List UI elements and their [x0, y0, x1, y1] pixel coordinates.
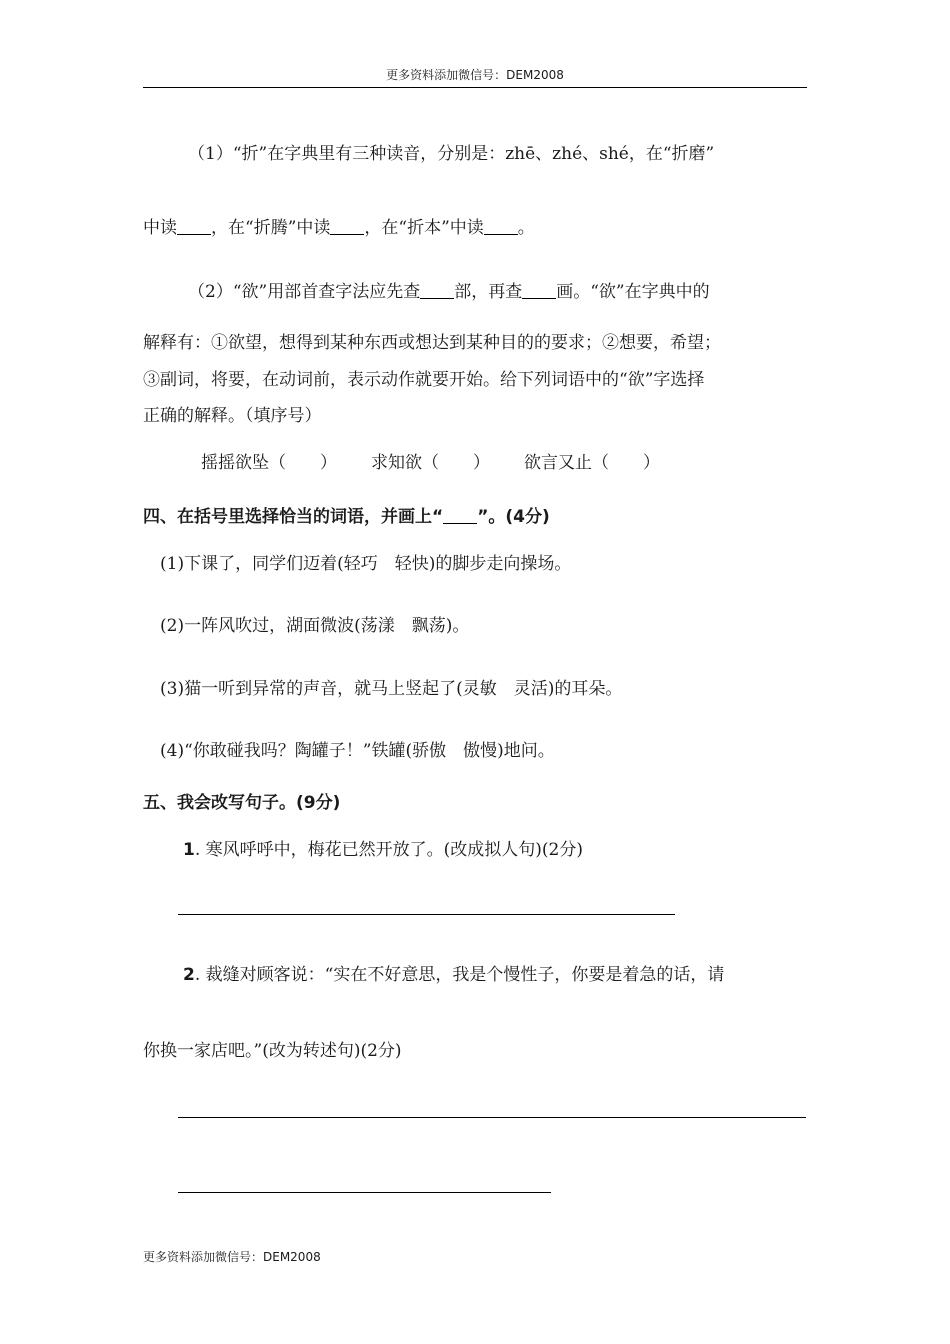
underline-mark: [443, 506, 477, 524]
q1-text-d: 。: [517, 218, 535, 238]
answer-line[interactable]: [178, 1192, 551, 1193]
q2-words: [201, 448, 660, 473]
section5-title: 五、我会改写句子。(9分): [143, 793, 341, 813]
blank-3: [484, 217, 518, 235]
q2-text-b: 部，再查: [454, 282, 523, 302]
q1-text-a: 中读: [143, 218, 177, 238]
q2-text-a: （2）“欲”用部首查字法应先查: [188, 282, 421, 302]
item1-number: 1: [183, 840, 195, 860]
answer-line[interactable]: [178, 1117, 806, 1118]
section5-item2-cont: 你换一家店吧。”(改为转述句)(2分): [143, 1041, 402, 1061]
answer-line[interactable]: [178, 914, 675, 915]
blank-4: [420, 281, 454, 299]
section5-item1: [183, 835, 583, 860]
q2-line4: 正确的解释。（填序号）: [143, 406, 322, 426]
q2-text-c: 画。“欲”在字典中的: [556, 282, 710, 302]
word-item: 摇摇欲坠（ ）: [201, 453, 337, 473]
word-item: 欲言又止（ ）: [524, 453, 660, 473]
section4-item: (3)猫一听到异常的声音，就马上竖起了(灵敏 灵活)的耳朵。: [160, 679, 623, 699]
section4-item: (1)下课了，同学们迈着(轻巧 轻快)的脚步走向操场。: [160, 554, 572, 574]
page-footer: 更多资料添加微信号：DEM2008: [143, 1250, 321, 1264]
q2-line1: [188, 277, 710, 302]
blank-2: [330, 217, 364, 235]
item1-text: . 寒风呼呼中，梅花已然开放了。(改成拟人句)(2分): [194, 840, 583, 860]
section5-item2: [183, 960, 724, 985]
q1-line1: （1）“折”在字典里有三种读音，分别是：zhē、zhé、shé，在“折磨”: [188, 144, 715, 164]
blank-5: [522, 281, 556, 299]
word-item: 求知欲（ ）: [371, 453, 490, 473]
section4-title: [143, 502, 550, 527]
q1-text-c: ，在“折本”中读: [364, 218, 484, 238]
q2-line3: ③副词，将要，在动词前，表示动作就要开始。给下列词语中的“欲”字选择: [143, 370, 705, 390]
q2-line2: 解释有：①欲望，想得到某种东西或想达到某种目的的要求；②想要，希望；: [143, 333, 721, 353]
header-divider: [143, 87, 807, 88]
section4-title-a: 四、在括号里选择恰当的词语，并画上“: [143, 507, 444, 527]
section4-title-b: ”。(4分): [477, 507, 550, 527]
item2-number: 2: [183, 965, 195, 985]
q1-line2: [143, 213, 535, 238]
page-header: 更多资料添加微信号：DEM2008: [386, 68, 564, 82]
section4-item: (2)一阵风吹过，湖面微波(荡漾 飘荡)。: [160, 616, 470, 636]
section4-item: (4)“你敢碰我吗？陶罐子！”铁罐(骄傲 傲慢)地问。: [160, 741, 555, 761]
q1-text-b: ，在“折腾”中读: [211, 218, 331, 238]
item2-text: . 裁缝对顾客说：“实在不好意思，我是个慢性子，你要是着急的话，请: [194, 965, 725, 985]
blank-1: [177, 217, 211, 235]
